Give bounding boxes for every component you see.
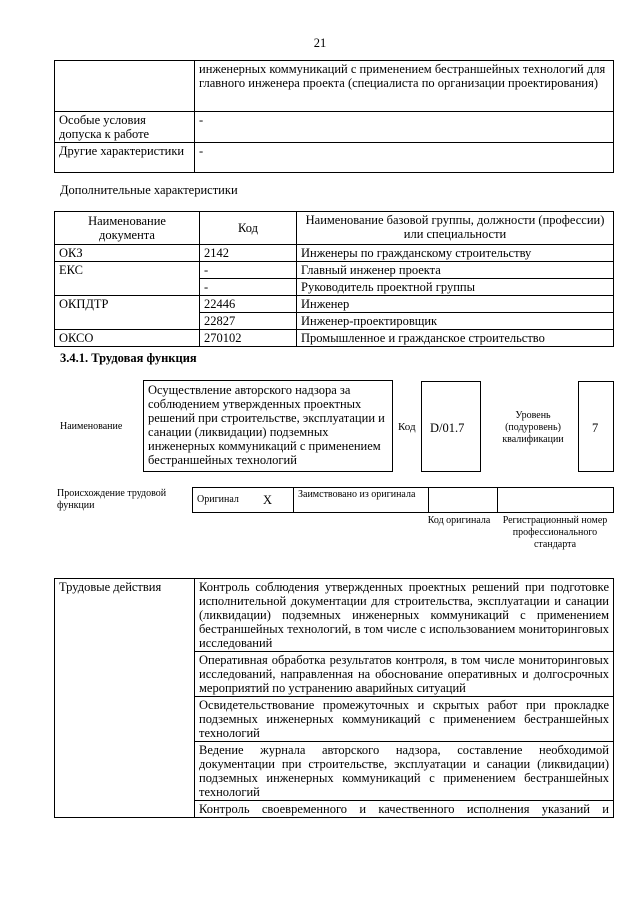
code-caption: Код оригинала: [427, 515, 491, 526]
row-doc: ОКСО: [55, 330, 200, 347]
page-number: 21: [313, 36, 327, 50]
function-code-box: [421, 381, 481, 472]
other-characteristics-value: -: [195, 143, 614, 173]
header-group: Наименование базовой группы, должности (профессии) или специальности: [297, 212, 614, 245]
registration-caption: Регистрационный номер профессионального стандарта: [502, 515, 608, 550]
action-item: Ведение журнала авторского надзора, составление необходимой документации при строительстве, эксплуатации и санации (ликвидации) подземных инженерных коммуникаций с применением бестраншейных технологий: [195, 742, 614, 801]
row-code: -: [200, 262, 297, 279]
row-code: 22446: [200, 296, 297, 313]
row-name: Руководитель проектной группы: [297, 279, 614, 296]
row-code: 22827: [200, 313, 297, 330]
action-item: Оперативная обработка результатов контроля, в том числе мониторинговых исследований, направленная на обоснование оперативных и долгосрочных мероприятий по устранению аварийных ситуаций: [195, 652, 614, 697]
row-name: Инженер: [297, 296, 614, 313]
top-table: [54, 60, 614, 173]
actions-table: [54, 578, 614, 818]
row-code: 270102: [200, 330, 297, 347]
origin-table: [192, 487, 614, 513]
action-item: Контроль соблюдения утвержденных проектных решений при подготовке исполнительной документации для строительства, эксплуатации и санации (ликвидации) подземных инженерных коммуникаций с применением бестраншейных технологий, в том числе с использованием мониторинговых исследований: [195, 579, 614, 652]
actions-label: Трудовые действия: [55, 579, 195, 818]
header-code: Код: [200, 212, 297, 245]
extra-heading: Дополнительные характеристики: [60, 183, 238, 197]
special-conditions-label: Особые условия допуска к работе: [55, 112, 195, 143]
row-name: Промышленное и гражданское строительство: [297, 330, 614, 347]
other-characteristics-label: Другие характеристики: [55, 143, 195, 173]
borrowed-label: Заимствовано из оригинала: [294, 488, 429, 513]
row-doc: ОКЗ: [55, 245, 200, 262]
header-document: Наименование документа: [55, 212, 200, 245]
continuation-text: инженерных коммуникаций с применением бестраншейных технологий для главного инженера проекта (специалиста по организации проектирования): [195, 61, 614, 112]
name-label: Наименование: [60, 421, 123, 432]
function-level-box: [578, 381, 614, 472]
original-code-cell: [429, 488, 498, 513]
row-name: Главный инженер проекта: [297, 262, 614, 279]
original-mark: X: [259, 488, 294, 513]
function-heading: 3.4.1. Трудовая функция: [60, 351, 197, 365]
function-level-value: 7: [592, 421, 599, 435]
row-doc: ЕКС: [55, 262, 200, 296]
row-name: Инженеры по гражданскому строительству: [297, 245, 614, 262]
code-label: Код: [398, 421, 416, 433]
row-name: Инженер-проектировщик: [297, 313, 614, 330]
function-name-value: Осуществление авторского надзора за соблюдением утвержденных проектных решений при строительстве, эксплуатации и санации (ликвидации) подземных инженерных коммуникаций с применением бестраншейных технологий: [148, 383, 385, 467]
row-doc: ОКПДТР: [55, 296, 200, 330]
function-name-box: [143, 380, 393, 472]
extra-table: [54, 211, 614, 347]
action-item: Освидетельствование промежуточных и скрытых работ при прокладке подземных инженерных коммуникаций с применением бестраншейных технологий: [195, 697, 614, 742]
special-conditions-value: -: [195, 112, 614, 143]
action-item: Контроль своевременного и качественного исполнения указаний и: [195, 801, 614, 818]
row-code: 2142: [200, 245, 297, 262]
registration-number-cell: [498, 488, 614, 513]
origin-label: Происхождение трудовой функции: [57, 488, 167, 511]
original-label: Оригинал: [193, 488, 260, 513]
level-label: Уровень (подуровень) квалификации: [502, 410, 564, 445]
row-code: -: [200, 279, 297, 296]
function-code-value: D/01.7: [430, 421, 465, 435]
